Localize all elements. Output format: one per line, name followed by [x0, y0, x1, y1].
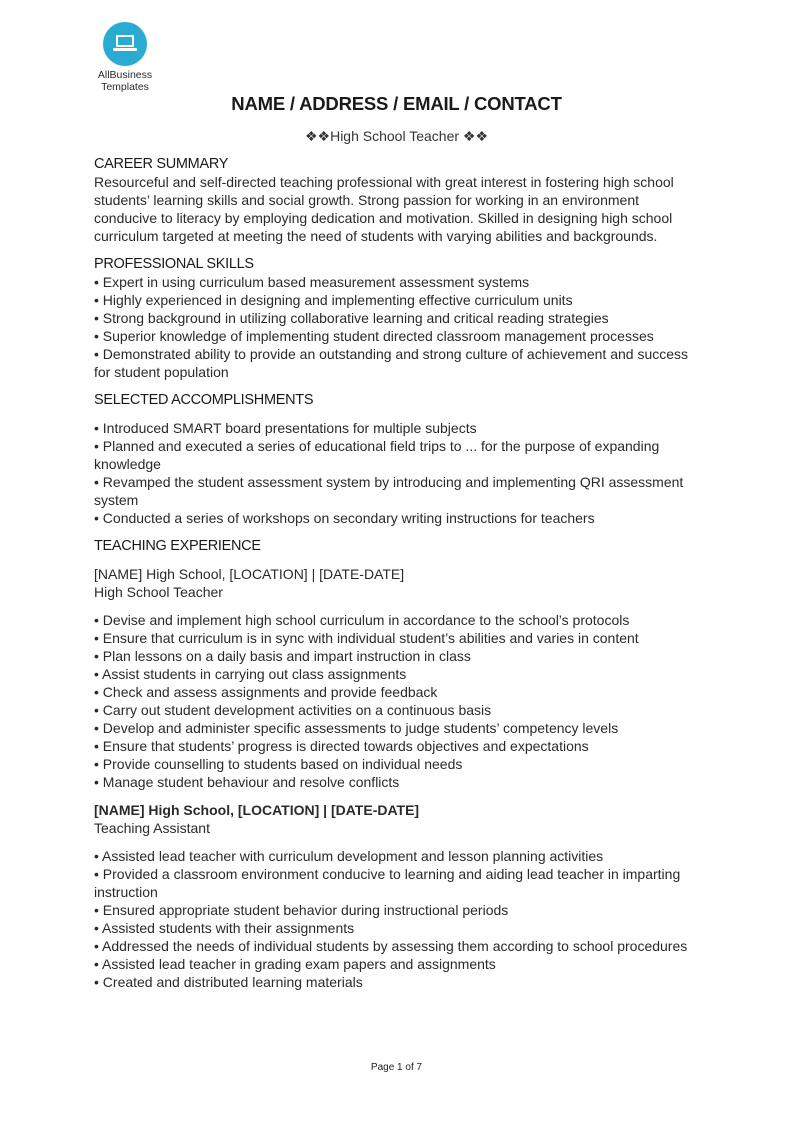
section-heading: CAREER SUMMARY — [94, 156, 229, 172]
document-title: NAME / ADDRESS / EMAIL / CONTACT — [231, 93, 562, 114]
list-item: • Provide counselling to students based on individual needs — [94, 756, 463, 772]
career-summary-section — [94, 155, 694, 245]
section-heading: SELECTED ACCOMPLISHMENTS — [94, 392, 314, 408]
list-item: • Created and distributed learning materials — [94, 974, 363, 990]
skills-list — [94, 273, 694, 381]
document-subtitle: ❖❖High School Teacher ❖❖ — [304, 128, 489, 144]
list-item: • Plan lessons on a daily basis and impart instruction in class — [94, 648, 471, 664]
accomplishments-section — [94, 391, 694, 527]
list-item: • Manage student behaviour and resolve conflicts — [94, 774, 400, 790]
section-heading: TEACHING EXPERIENCE — [94, 538, 261, 554]
list-item: • Devise and implement high school curriculum in accordance to the school’s protocols — [94, 612, 630, 628]
section-heading: PROFESSIONAL SKILLS — [94, 256, 254, 272]
list-item: • Assisted lead teacher with curriculum development and lesson planning activities — [94, 848, 604, 864]
list-item: • Highly experienced in designing and implementing effective curriculum units — [94, 292, 573, 308]
list-item: • Ensured appropriate student behavior during instructional periods — [94, 902, 509, 918]
resume-body — [94, 155, 694, 991]
teaching-experience-section — [94, 537, 694, 991]
logo-line-1: AllBusiness — [97, 69, 153, 81]
job-employer: [NAME] High School, [LOCATION] | [DATE-DATE] — [94, 566, 405, 582]
list-item: • Revamped the student assessment system by introducing and implementing QRI assessment system — [94, 474, 684, 508]
professional-skills-section — [94, 255, 694, 381]
job-role: Teaching Assistant — [94, 820, 210, 836]
list-item: • Assisted students with their assignments — [94, 920, 355, 936]
list-item: • Assist students in carrying out class assignments — [94, 666, 407, 682]
list-item: • Develop and administer specific assessments to judge students’ competency levels — [94, 720, 619, 736]
list-item: • Introduced SMART board presentations for multiple subjects — [94, 420, 477, 436]
company-logo — [92, 22, 158, 93]
list-item: • Provided a classroom environment conducive to learning and aiding lead teacher in imparting instruction — [94, 866, 681, 900]
job-duties-list — [94, 847, 694, 991]
list-item: • Assisted lead teacher in grading exam papers and assignments — [94, 956, 496, 972]
laptop-icon — [103, 22, 147, 66]
job-role: High School Teacher — [94, 584, 223, 600]
job-employer: [NAME] High School, [LOCATION] | [DATE-DATE] — [94, 802, 420, 818]
accomplishments-list — [94, 419, 694, 527]
page-number: Page 1 of 7 — [370, 1062, 423, 1073]
list-item: • Ensure that curriculum is in sync with individual student’s abilities and varies in content — [94, 630, 639, 646]
job-duties-list — [94, 611, 694, 791]
list-item: • Ensure that students’ progress is directed towards objectives and expectations — [94, 738, 589, 754]
career-summary-text: Resourceful and self-directed teaching professional with great interest in fostering high school students’ learning skills and social growth. Strong passion for working in an environment conducive to literacy by employing dedication and motivation. Skilled in designing high school curriculum targeted at meeting the need of students with varying abilities and backgrounds. — [94, 174, 674, 244]
list-item: • Addressed the needs of individual students by assessing them according to school procedures — [94, 938, 688, 954]
list-item: • Demonstrated ability to provide an outstanding and strong culture of achievement and success for student population — [94, 346, 689, 380]
list-item: • Carry out student development activities on a continuous basis — [94, 702, 492, 718]
list-item: • Expert in using curriculum based measurement assessment systems — [94, 274, 530, 290]
list-item: • Planned and executed a series of educational field trips to ... for the purpose of expanding knowledge — [94, 438, 660, 472]
list-item: • Check and assess assignments and provide feedback — [94, 684, 438, 700]
list-item: • Superior knowledge of implementing student directed classroom management processes — [94, 328, 654, 344]
logo-text — [92, 69, 158, 93]
logo-line-2: Templates — [101, 81, 149, 93]
list-item: • Strong background in utilizing collaborative learning and critical reading strategies — [94, 310, 609, 326]
list-item: • Conducted a series of workshops on secondary writing instructions for teachers — [94, 510, 595, 526]
